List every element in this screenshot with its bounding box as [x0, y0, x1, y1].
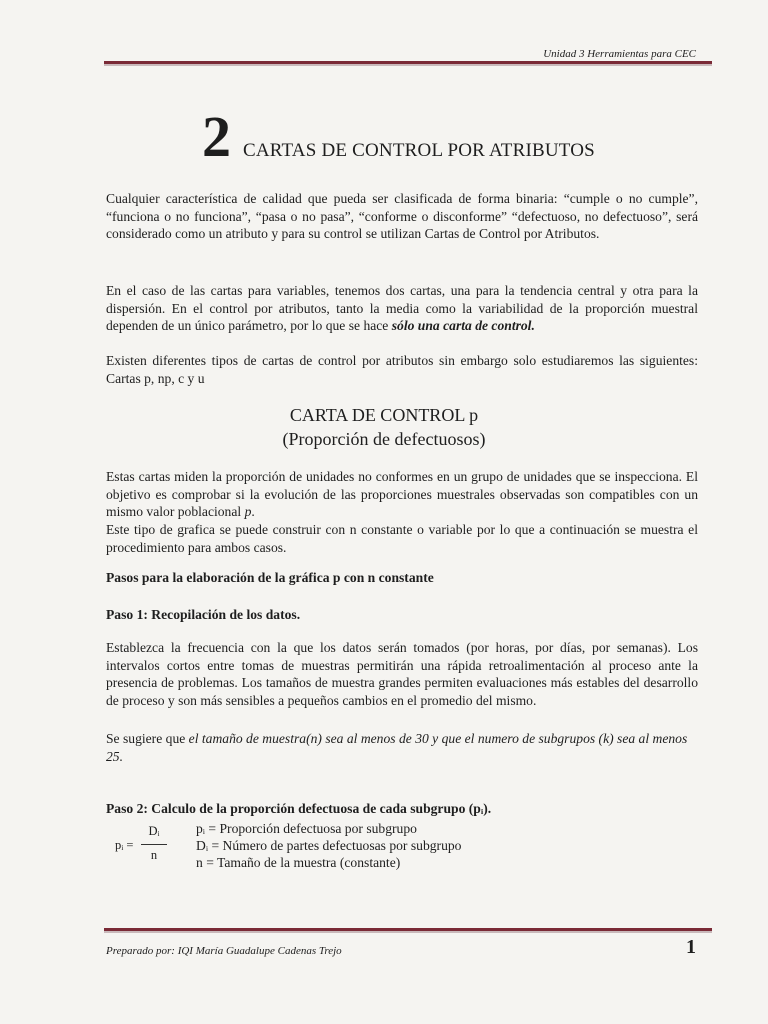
paso-1-title: Paso 1: Recopilación de los datos. [106, 607, 301, 622]
intro-paragraph-1: Cualquier característica de calidad que pueda ser clasificada de forma binaria: “cumple o no cumple”, “funciona o no funciona”, “pasa o no pasa”, “conforme o disconforme” “defectuoso, no defectuoso”, será considerado como un atributo y para su control se utilizan Cartas de Control por Atributos. [106, 191, 698, 242]
section-subtitle: (Proporción de defectuosos) [282, 429, 486, 449]
carta-p-paragraph-2: Este tipo de grafica se puede construir con n constante o variable por lo que a continuación se muestra el procedimiento para ambos casos. [106, 522, 698, 555]
header-rule [104, 61, 712, 64]
definition-di: Dᵢ = Número de partes defectuosas por subgrupo [196, 838, 462, 853]
chapter-title: CARTAS DE CONTROL POR ATRIBUTOS [243, 140, 595, 161]
chapter-heading [202, 104, 595, 169]
paso-2-title: Paso 2: Calculo de la proporción defectuosa de cada subgrupo (pᵢ). [106, 801, 492, 816]
page-number: 1 [686, 936, 696, 958]
pasos-heading: Pasos para la elaboración de la gráfica p con n constante [106, 570, 434, 585]
carta-p-paragraph-1-text: Estas cartas miden la proporción de unidades no conformes en un grupo de unidades que se inspecciona. El objetivo es comprobar si la evolución de las proporciones muestrales observadas son compatibles con un mismo valor poblacional [106, 469, 698, 520]
formula-fraction-bar [141, 844, 167, 845]
sugerencia-text: Se sugiere que [106, 731, 189, 746]
chapter-number: 2 [202, 104, 231, 169]
definition-n: n = Tamaño de la muestra (constante) [196, 855, 401, 870]
definition-pi: pᵢ = Proporción defectuosa por subgrupo [196, 821, 417, 836]
formula-denominator: n [150, 848, 158, 862]
footer-rule [104, 928, 712, 931]
intro-paragraph-3: Existen diferentes tipos de cartas de control por atributos sin embargo solo estudiaremos las siguientes: Cartas p, np, c y u [106, 353, 698, 386]
formula-lhs: pᵢ = [115, 838, 134, 852]
sugerencia-emphasis: el tamaño de muestra(n) sea al menos de 30 y que el numero de subgrupos (k) sea al menos 25. [106, 731, 688, 764]
carta-p-paragraph-1-end: . [251, 504, 255, 520]
intro-paragraph-2 [106, 282, 698, 335]
sugerencia-paragraph [106, 730, 698, 765]
intro-paragraph-2-emphasis: sólo una carta de control. [391, 318, 535, 334]
section-title: CARTA DE CONTROL p [289, 405, 479, 425]
paso-1-text: Establezca la frecuencia con la que los datos serán tomados (por horas, por días, por semanas). Los intervalos cortos entre tomas de muestras permitirán una rápida retroalimentación al proceso ante la presencia de problemas. Los tamaños de muestra grandes permiten evaluaciones más estables del desarrollo de proceso y son más sensibles a pequeños cambios en el promedio del mismo. [106, 640, 698, 708]
formula-definitions [196, 820, 461, 871]
running-header: Unidad 3 Herramientas para CEC [543, 48, 696, 60]
intro-paragraph-2-text: En el caso de las cartas para variables, tenemos dos cartas, una para la tendencia central y otra para la dispersión. En el control por atributos, tanto la media como la variabilidad de la proporción muestral dependen de un único parámetro, por lo que se hace [106, 283, 698, 334]
formula-numerator: Dᵢ [148, 824, 160, 838]
footer-author: Preparado por: IQI María Guadalupe Cadenas Trejo [106, 945, 342, 957]
proportion-formula [115, 824, 175, 872]
carta-p-paragraph-1 [106, 468, 698, 521]
carta-p-variable: p [244, 504, 252, 520]
